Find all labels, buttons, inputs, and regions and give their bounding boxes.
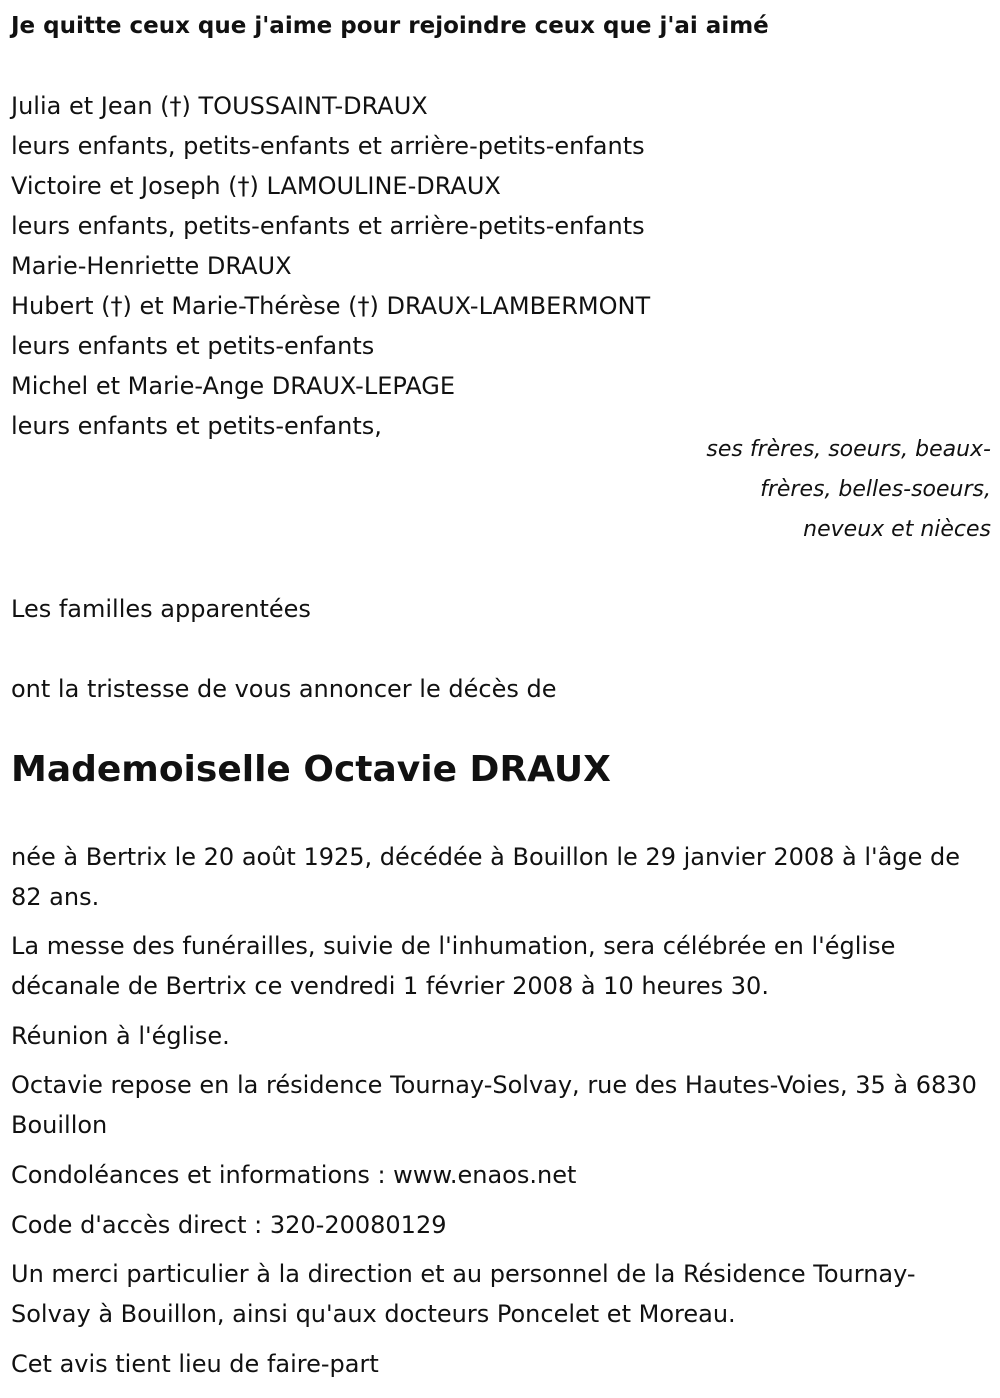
birth-death-details: née à Bertrix le 20 août 1925, décédée à Bouillon le 29 janvier 2008 à l'âge de 82 ans.: [11, 843, 960, 911]
resting-place: Octavie repose en la résidence Tournay-Solvay, rue des Hautes-Voies, 35 à 6830 Bouillon: [11, 1071, 977, 1139]
announcement-text: ont la tristesse de vous annoncer le décès de: [11, 675, 557, 703]
family-line: Michel et Marie-Ange DRAUX-LEPAGE: [11, 372, 456, 400]
family-line: leurs enfants et petits-enfants: [11, 332, 375, 360]
acknowledgements: Un merci particulier à la direction et au personnel de la Résidence Tournay-Solvay à Bouillon, ainsi qu'aux docteurs Poncelet et Moreau.: [11, 1260, 916, 1328]
family-line: Marie-Henriette DRAUX: [11, 252, 292, 280]
closing-note: Cet avis tient lieu de faire-part: [11, 1350, 379, 1378]
condolences-info: Condoléances et informations : www.enaos.net: [11, 1161, 577, 1189]
family-line: Victoire et Joseph (†) LAMOULINE-DRAUX: [11, 172, 501, 200]
family-line: leurs enfants, petits-enfants et arrière-petits-enfants: [11, 212, 645, 240]
epitaph-quote: Je quitte ceux que j'aime pour rejoindre ceux que j'ai aimé: [11, 13, 769, 39]
family-list: [11, 86, 650, 446]
access-code: Code d'accès direct : 320-20080129: [11, 1211, 447, 1239]
relations-note: ses frères, soeurs, beaux-frères, belles-soeurs, neveux et nièces: [706, 437, 991, 542]
related-families: Les familles apparentées: [11, 595, 311, 623]
family-line: Hubert (†) et Marie-Thérèse (†) DRAUX-LAMBERMONT: [11, 292, 651, 320]
family-line: Julia et Jean (†) TOUSSAINT-DRAUX: [11, 92, 428, 120]
meeting-place: Réunion à l'église.: [11, 1022, 230, 1050]
family-line: leurs enfants, petits-enfants et arrière-petits-enfants: [11, 132, 645, 160]
family-line: leurs enfants et petits-enfants,: [11, 412, 382, 440]
deceased-name: Mademoiselle Octavie DRAUX: [11, 749, 611, 790]
funeral-details: La messe des funérailles, suivie de l'inhumation, sera célébrée en l'église décanale de Bertrix ce vendredi 1 février 2008 à 10 heures 30.: [11, 932, 896, 1000]
